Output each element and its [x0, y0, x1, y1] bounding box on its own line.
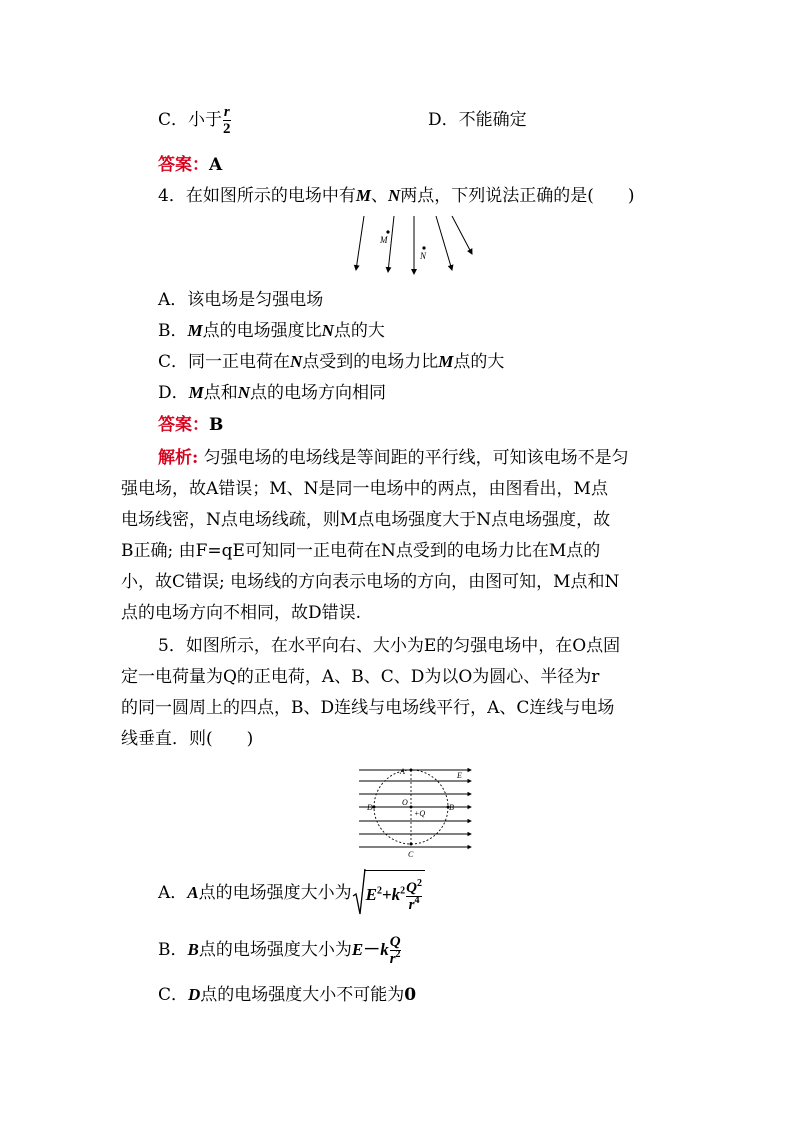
q4-option-a: A．该电场是匀强电场: [158, 290, 324, 310]
q4-point-m: [386, 230, 389, 233]
q4-option-c: C．同一正电荷在N点受到的电场力比M点的大: [158, 352, 505, 372]
q3-option-c: C．小于 $\frac{r}{2}$: [158, 104, 231, 137]
q5-field-figure: [357, 764, 475, 860]
q5-point-c: [410, 843, 413, 846]
q4-label-n: N: [420, 251, 427, 261]
q5-option-c: C．D点的电场强度大小不可能为0: [158, 985, 417, 1005]
q5-stem-line-2: 定一电荷量为Q的正电荷，A、B、C、D为以O为圆心、半径为r: [121, 667, 600, 687]
q5-stem-line-4: 线垂直．则( ): [121, 729, 254, 749]
q4-option-d: D．M点和N点的电场方向相同: [158, 383, 387, 403]
q5-option-b-fraction: $\frac{Q}{r^2}$: [389, 934, 401, 967]
q5-label-q: +Q: [414, 809, 426, 818]
q4-field-line: [452, 216, 472, 254]
q4-field-line: [356, 216, 364, 270]
q4-stem: 4．在如图所示的电场中有M、N两点，下列说法正确的是( ): [158, 186, 635, 206]
q5-label-e: E: [457, 771, 462, 780]
q3-answer: 答案：A: [158, 155, 223, 175]
q4-analysis-line-6: 点的电场方向不相同，故D错误.: [121, 603, 362, 623]
q5-label-a: A: [400, 767, 405, 776]
q4-field-line: [388, 216, 394, 272]
q3-option-c-fraction: $\frac{r}{2}$: [223, 104, 231, 137]
q4-analysis-line-4: B正确; 由F=qE可知同一正电荷在N点受到的电场力比在M点的: [121, 541, 601, 561]
q5-label-b: B: [449, 803, 454, 812]
q5-option-a: A．A点的电场强度大小为 $E^2+k^2$ $\frac{Q^2}{r^4}$: [158, 870, 425, 917]
q5-option-b: B．B点的电场强度大小为E－k $\frac{Q}{r^2}$: [158, 934, 401, 967]
q5-stem-line-3: 的同一圆周上的四点，B、D连线与电场线平行，A、C连线与电场: [121, 698, 615, 718]
q4-point-n: [422, 246, 425, 249]
q4-option-b: B．M点的电场强度比N点的大: [158, 321, 385, 341]
q4-label-m: M: [380, 235, 388, 245]
q5-point-o: [410, 806, 413, 809]
q5-label-d: D: [367, 803, 373, 812]
q4-analysis-line-3: 电场线密，N点电场线疏，则M点电场强度大于N点电场强度，故: [121, 510, 611, 530]
q4-analysis-line-1: 解析: 匀强电场的电场线是等间距的平行线，可知该电场不是匀: [158, 448, 629, 468]
q5-option-a-sqrt: $E^2+k^2$ $\frac{Q^2}{r^4}$: [352, 870, 425, 917]
q5-stem-line-1: 5．如图所示，在水平向右、大小为E的匀强电场中，在O点固: [158, 636, 621, 656]
q4-field-line: [436, 216, 452, 270]
q4-analysis-line-5: 小，故C错误; 电场线的方向表示电场的方向，由图可知，M点和N: [121, 572, 620, 592]
q5-point-a: [410, 769, 413, 772]
q5-label-c: C: [408, 850, 414, 859]
q4-analysis-line-2: 强电场，故A错误；M、N是同一电场中的两点，由图看出，M点: [121, 479, 608, 499]
q4-answer: 答案：B: [158, 415, 224, 435]
q5-label-o: O: [402, 798, 408, 807]
q4-field-figure: [352, 214, 476, 278]
q3-option-d: D．不能确定: [428, 110, 527, 130]
q5-point-d: [373, 806, 376, 809]
